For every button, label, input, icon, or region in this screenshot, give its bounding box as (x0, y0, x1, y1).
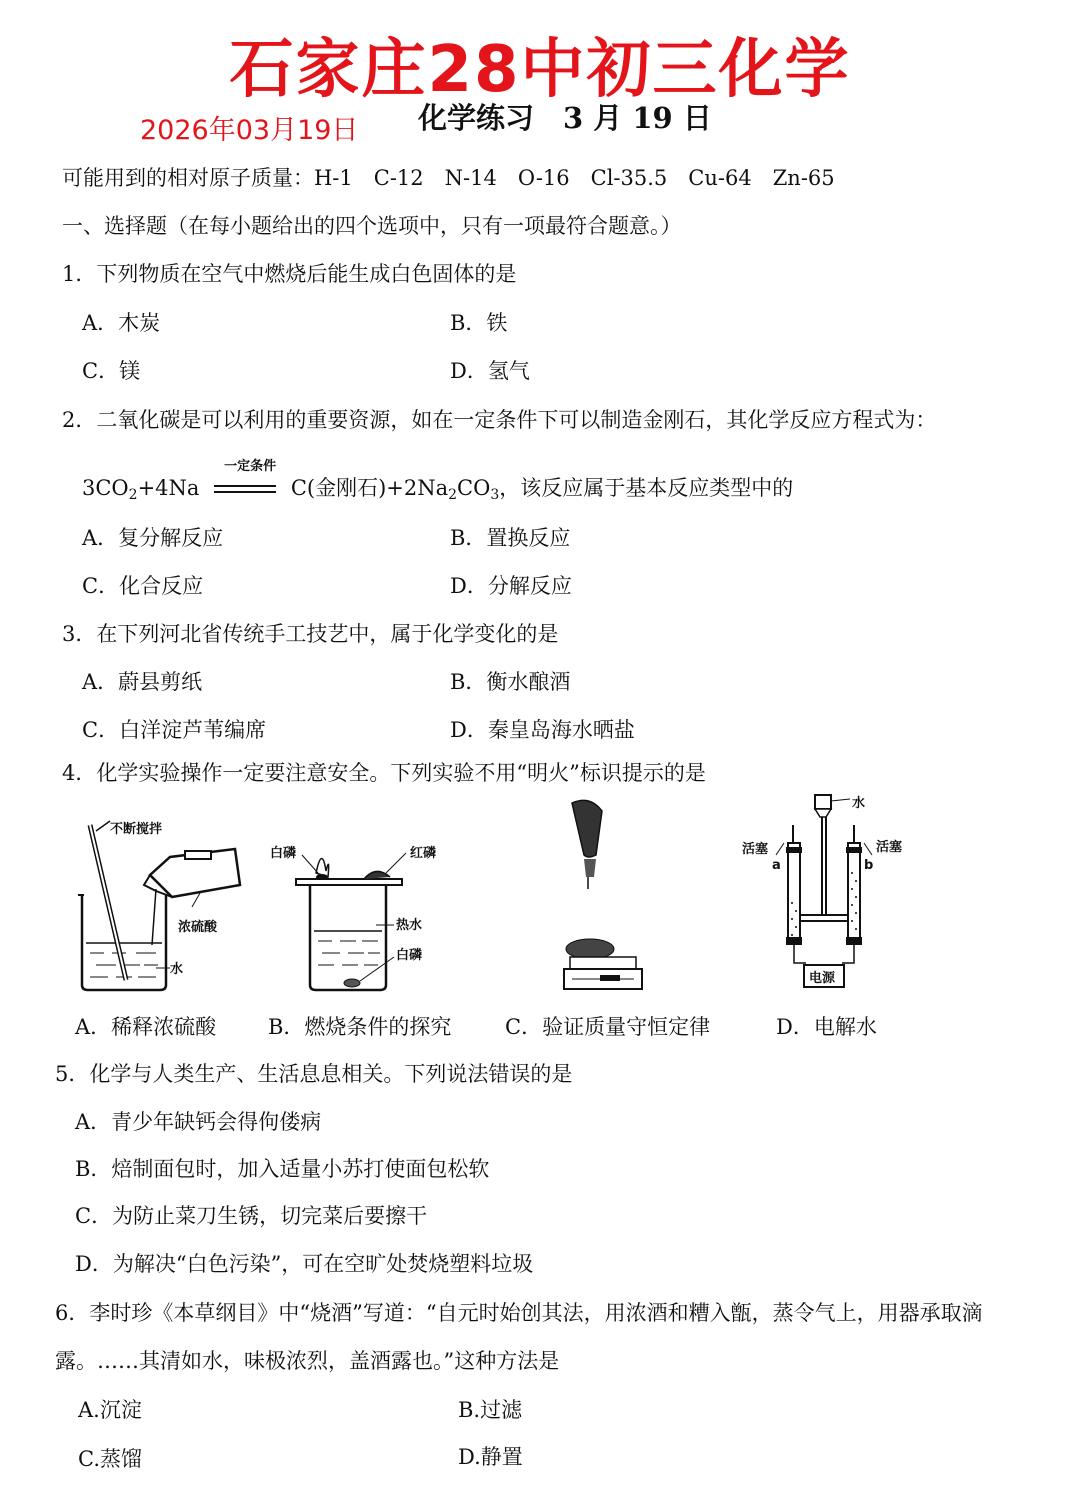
q5-option-a[interactable]: A．青少年缺钙会得佝偻病 (75, 1110, 322, 1134)
label-electrode-a: a (772, 858, 781, 873)
figure-b-combustion (270, 845, 436, 990)
question-6-stem-line1: 6．李时珍《本草纲目》中“烧酒”写道：“自元时始创其法，用浓酒和糟入甑，蒸令气上，用器承取滴 (55, 1301, 983, 1325)
reaction-condition: 一定条件 (224, 458, 277, 474)
page-title: 石家庄28中初三化学 (229, 33, 851, 107)
q5-option-c[interactable]: C．为防止菜刀生锈，切完菜后要擦干 (75, 1204, 428, 1228)
label-stirring: 不断搅拌 (110, 822, 163, 837)
q4-option-d[interactable]: D．电解水 (776, 1015, 877, 1039)
q6-option-d[interactable]: D.静置 (458, 1445, 523, 1469)
label-white-phosphorus-top: 白磷 (270, 846, 297, 861)
q5-option-d[interactable]: D．为解决“白色污染”，可在空旷处焚烧塑料垃圾 (75, 1252, 534, 1276)
q2-option-c[interactable]: C．化合反应 (82, 574, 204, 598)
section-title: 一、选择题（在每小题给出的四个选项中，只有一项最符合题意。） (62, 214, 682, 238)
figure-d-electrolysis (742, 795, 902, 987)
q1-option-c[interactable]: C．镁 (82, 359, 141, 383)
question-6-stem-line2: 露。……其清如水，味极浓烈，盖酒露也。”这种方法是 (55, 1349, 560, 1373)
q2-option-d[interactable]: D．分解反应 (450, 574, 572, 598)
question-5-stem: 5．化学与人类生产、生活息息相关。下列说法错误的是 (55, 1062, 573, 1086)
q3-option-b[interactable]: B．衡水酿酒 (450, 670, 571, 694)
q6-option-c[interactable]: C.蒸馏 (78, 1447, 142, 1471)
q1-option-b[interactable]: B．铁 (450, 311, 508, 335)
q6-option-a[interactable]: A.沉淀 (78, 1398, 142, 1422)
label-red-phosphorus: 红磷 (410, 846, 437, 861)
atomic-masses: 可能用到的相对原子质量：H-1 C-12 N-14 O-16 Cl-35.5 Cu-64 Zn-65 (62, 166, 835, 190)
q2-option-b[interactable]: B．置换反应 (450, 526, 571, 550)
question-1-stem: 1．下列物质在空气中燃烧后能生成白色固体的是 (62, 262, 517, 286)
worksheet-subtitle: 化学练习 3 月 19 日 (418, 101, 712, 135)
label-water-a: 水 (170, 962, 184, 977)
question-3-stem: 3．在下列河北省传统手工技艺中，属于化学变化的是 (62, 622, 559, 646)
label-white-phosphorus-bottom: 白磷 (396, 948, 423, 963)
q4-option-c[interactable]: C．验证质量守恒定律 (505, 1015, 711, 1039)
q1-option-a[interactable]: A．木炭 (82, 311, 161, 335)
label-power-supply: 电源 (809, 971, 836, 986)
eq-rhs-b: CO (457, 476, 491, 500)
question-2-stem: 2．二氧化碳是可以利用的重要资源，如在一定条件下可以制造金刚石，其化学反应方程式为： (62, 408, 937, 432)
q3-option-a[interactable]: A．蔚县剪纸 (82, 670, 203, 694)
label-valve-left: 活塞 (742, 842, 769, 857)
eq-lhs-sub: 2 (128, 487, 138, 503)
date-stamp: 2026年03月19日 (140, 115, 359, 146)
q1-option-d[interactable]: D．氢气 (450, 359, 530, 383)
q3-option-d[interactable]: D．秦皇岛海水晒盐 (450, 718, 635, 742)
q4-option-a[interactable]: A．稀释浓硫酸 (75, 1015, 217, 1039)
label-water-d: 水 (852, 796, 866, 811)
q4-experiment-figures (60, 785, 1020, 1005)
eq-rhs-a: C(金刚石)+2Na (290, 476, 449, 500)
figure-c-mass-conservation (564, 800, 642, 989)
label-conc-acid: 浓硫酸 (178, 920, 218, 935)
q6-option-b[interactable]: B.过滤 (458, 1398, 523, 1422)
label-electrode-b: b (864, 858, 874, 873)
eq-lhs-b: +4Na (137, 476, 200, 500)
q4-option-b[interactable]: B．燃烧条件的探究 (268, 1015, 452, 1039)
reaction-condition-arrow (214, 458, 277, 501)
label-hot-water: 热水 (396, 918, 423, 933)
eq-rhs-sub1: 2 (448, 487, 458, 503)
label-valve-right: 活塞 (876, 840, 903, 855)
eq-rhs-sub2: 3 (490, 487, 500, 503)
q5-option-b[interactable]: B．焙制面包时，加入适量小苏打使面包松软 (75, 1157, 490, 1181)
figure-a-dilution (78, 821, 240, 990)
q2-equation (82, 458, 794, 503)
eq-lhs-a: 3CO (82, 476, 129, 500)
question-4-stem: 4．化学实验操作一定要注意安全。下列实验不用“明火”标识提示的是 (62, 761, 706, 785)
q2-option-a[interactable]: A．复分解反应 (82, 526, 224, 550)
eq-rhs-c: ，该反应属于基本反应类型中的 (499, 476, 794, 500)
q3-option-c[interactable]: C．白洋淀芦苇编席 (82, 718, 267, 742)
